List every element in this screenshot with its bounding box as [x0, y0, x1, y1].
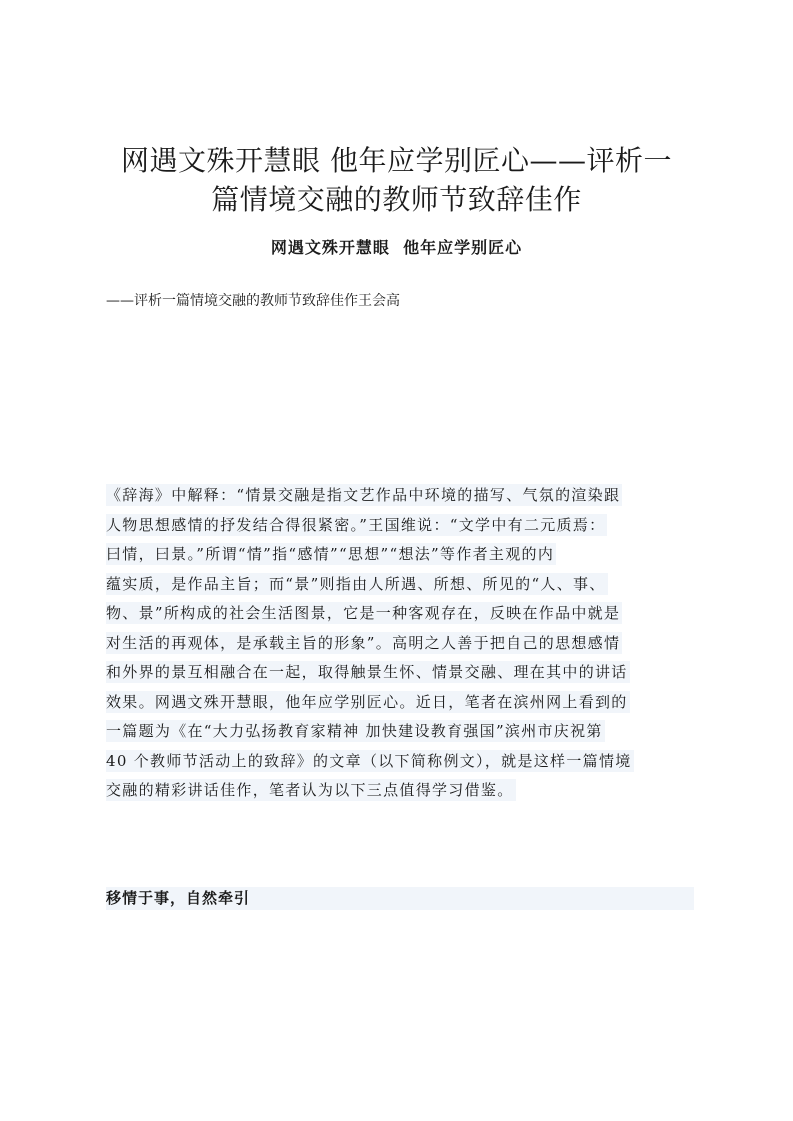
body-line: [106, 571, 701, 601]
body-line: [106, 718, 701, 748]
section-heading: 移情于事，自然牵引: [106, 887, 694, 910]
body-line-text: 效果。网遇文殊开慧眼，他年应学别匠心。近日，笔者在滨州网上看到的: [106, 692, 628, 711]
body-line: [106, 630, 701, 660]
sub-heading: 网遇文殊开慧眼 他年应学别匠心: [270, 238, 523, 257]
body-line: [106, 748, 701, 778]
body-line-text: 40 个教师节活动上的致辞》的文章（以下简称例文），就是这样一篇情境: [106, 751, 632, 770]
body-line-text: 交融的精彩讲话佳作，笔者认为以下三点值得学习借鉴。: [106, 781, 514, 799]
title-line-1: 网遇文殊开慧眼 他年应学别匠心——评析一: [121, 144, 672, 177]
body-line-text: 物、景”所构成的社会生活图景，它是一种客观存在，反映在作品中就是: [106, 604, 621, 622]
document-title: [100, 141, 693, 219]
body-line-text: 蕴实质，是作品主旨；而“景”则指由人所遇、所想、所见的“人、事、: [106, 574, 606, 593]
body-line-text: 一篇题为《在“大力弘扬教育家精神 加快建设教育强国”滨州市庆祝第: [106, 722, 603, 740]
body-line: [106, 659, 701, 689]
body-line: [106, 482, 701, 512]
body-line: [106, 777, 701, 807]
body-line: [106, 512, 701, 542]
body-line-text: 曰情，曰景。”所谓“情”指“感情”“思想”“想法”等作者主观的内: [106, 545, 555, 563]
body-line-text: 《辞海》中解释：“情景交融是指文艺作品中环境的描写、气氛的渲染跟: [106, 486, 621, 504]
body-line-text: 人物思想感情的抒发结合得很紧密。”王国维说：“文学中有二元质焉：: [106, 515, 606, 534]
body-line: [106, 689, 701, 719]
author-line: ——评析一篇情境交融的教师节致辞佳作王会高: [106, 293, 400, 309]
body-line: [106, 600, 701, 630]
body-line-text: 和外界的景互相融合在一起，取得触景生怀、情景交融、理在其中的讲话: [106, 663, 628, 681]
body-line: [106, 541, 701, 571]
body-paragraph: [106, 482, 701, 807]
body-line-text: 对生活的再观体，是承载主旨的形象”。高明之人善于把自己的思想感情: [106, 633, 621, 652]
title-line-2: 篇情境交融的教师节致辞佳作: [211, 183, 582, 216]
